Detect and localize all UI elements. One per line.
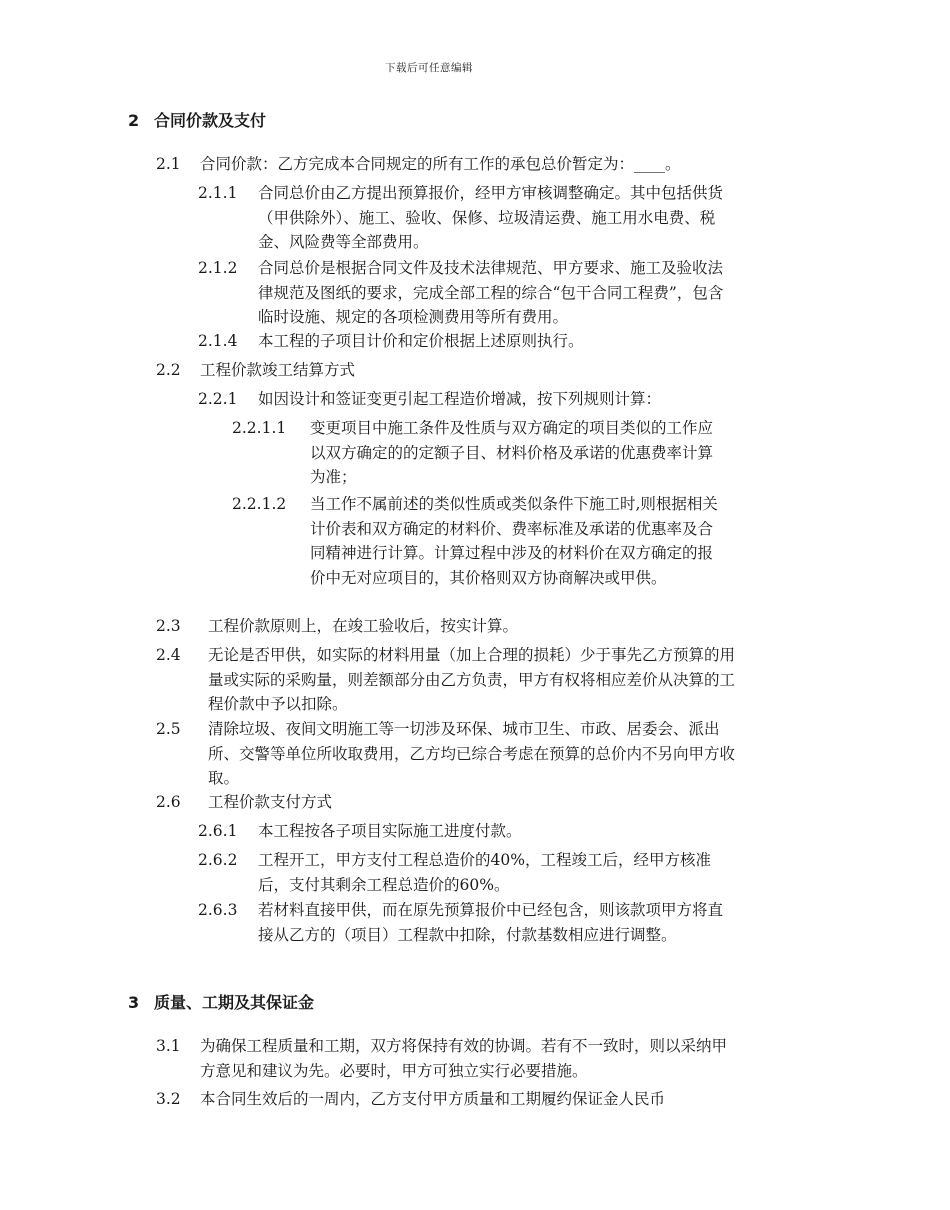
clause-2-2-1-2 bbox=[232, 492, 728, 590]
clause-text: 本工程按各子项目实际施工进度付款。 bbox=[258, 822, 522, 840]
clause-text: 本工程的子项目计价和定价根据上述原则执行。 bbox=[258, 332, 584, 350]
clause-number: 2.3 bbox=[156, 617, 181, 635]
section-3-heading bbox=[128, 990, 314, 1013]
clause-number: 2.6.1 bbox=[198, 822, 238, 840]
clause-3-1 bbox=[156, 1034, 731, 1083]
clause-2-6-3 bbox=[198, 898, 728, 947]
section-number: 2 bbox=[128, 111, 140, 130]
clause-number: 2.5 bbox=[156, 720, 181, 738]
clause-text: 工程价款竣工结算方式 bbox=[200, 361, 356, 379]
clause-text: 合同总价由乙方提出预算报价，经甲方审核调整确定。其中包括供货（甲供除外）、施工、验收、保修、垃圾清运费、施工用水电费、税金、风险费等全部费用。 bbox=[258, 184, 724, 251]
clause-text: 工程价款支付方式 bbox=[208, 793, 333, 811]
clause-text: 清除垃圾、夜间文明施工等一切涉及环保、城市卫生、市政、居委会、派出所、交警等单位所收取费用，乙方均已综合考虑在预算的总价内不另向甲方收取。 bbox=[208, 720, 736, 787]
clause-number: 2.2.1.1 bbox=[232, 419, 287, 437]
clause-number: 2.1 bbox=[156, 155, 181, 173]
clause-3-2 bbox=[156, 1087, 746, 1112]
clause-number: 2.2 bbox=[156, 361, 181, 379]
clause-text: 合同总价是根据合同文件及技术法律规范、甲方要求、施工及验收法律规范及图纸的要求，完成全部工程的综合“包干合同工程费”，包含临时设施、规定的各项检测费用等所有费用。 bbox=[258, 259, 724, 326]
clause-text: 工程开工，甲方支付工程总造价的40%，工程竣工后，经甲方核准后，支付其剩余工程总造价的60%。 bbox=[258, 851, 711, 894]
clause-text: 当工作不属前述的类似性质或类似条件下施工时,则根据相关计价表和双方确定的材料价、费率标准及承诺的优惠率及合同精神进行计算。计算过程中涉及的材料价在双方确定的报价中无对应项目的，其价格则双方协商解决或甲供。 bbox=[310, 495, 718, 587]
clause-2-6-1 bbox=[198, 819, 728, 844]
clause-number: 2.4 bbox=[156, 646, 181, 664]
clause-text: 工程价款原则上，在竣工验收后，按实计算。 bbox=[208, 617, 519, 635]
section-title: 合同价款及支付 bbox=[154, 111, 267, 130]
clause-number: 2.1.4 bbox=[198, 332, 238, 350]
clause-2-4 bbox=[156, 643, 736, 717]
clause-number: 2.6.2 bbox=[198, 851, 238, 869]
clause-2-5 bbox=[156, 717, 746, 791]
clause-text: 无论是否甲供，如实际的材料用量（加上合理的损耗）少于事先乙方预算的用量或实际的采购量，则差额部分由乙方负责，甲方有权将相应差价从决算的工程价款中予以扣除。 bbox=[208, 646, 736, 713]
clause-text: 变更项目中施工条件及性质与双方确定的项目类似的工作应以双方确定的的定额子目、材料价格及承诺的优惠费率计算为准； bbox=[310, 419, 714, 486]
clause-text: 如因设计和签证变更引起工程造价增减，按下列规则计算： bbox=[258, 390, 662, 408]
clause-text: 若材料直接甲供，而在原先预算报价中已经包含，则该款项甲方将直接从乙方的（项目）工程款中扣除，付款基数相应进行调整。 bbox=[258, 901, 724, 944]
clause-number: 2.6 bbox=[156, 793, 181, 811]
clause-2-1 bbox=[156, 152, 736, 177]
clause-2-6 bbox=[156, 790, 736, 815]
clause-2-2-1 bbox=[198, 387, 728, 412]
clause-2-6-2 bbox=[198, 848, 728, 897]
clause-number: 2.1.1 bbox=[198, 184, 238, 202]
clause-number: 3.2 bbox=[156, 1090, 181, 1108]
clause-2-1-2 bbox=[198, 256, 728, 330]
clause-2-3 bbox=[156, 614, 736, 639]
clause-number: 3.1 bbox=[156, 1037, 181, 1055]
clause-number: 2.2.1 bbox=[198, 390, 238, 408]
clause-text: 合同价款：乙方完成本合同规定的所有工作的承包总价暂定为：____。 bbox=[200, 155, 681, 173]
clause-number: 2.2.1.2 bbox=[232, 495, 287, 513]
section-number: 3 bbox=[128, 993, 140, 1012]
clause-2-1-4 bbox=[198, 329, 728, 354]
clause-number: 2.6.3 bbox=[198, 901, 238, 919]
section-title: 质量、工期及其保证金 bbox=[154, 993, 315, 1012]
clause-text: 为确保工程质量和工期，双方将保持有效的协调。若有不一致时，则以采纳甲方意见和建议为先。必要时，甲方可独立实行必要措施。 bbox=[200, 1037, 728, 1080]
clause-2-2 bbox=[156, 358, 736, 383]
section-2-heading bbox=[128, 108, 266, 131]
clause-2-1-1 bbox=[198, 181, 728, 255]
clause-text: 本合同生效后的一周内，乙方支付甲方质量和工期履约保证金人民币 bbox=[200, 1090, 666, 1108]
page-header: 下载后可任意编辑 bbox=[385, 62, 473, 74]
clause-number: 2.1.2 bbox=[198, 259, 238, 277]
clause-2-2-1-1 bbox=[232, 416, 728, 490]
